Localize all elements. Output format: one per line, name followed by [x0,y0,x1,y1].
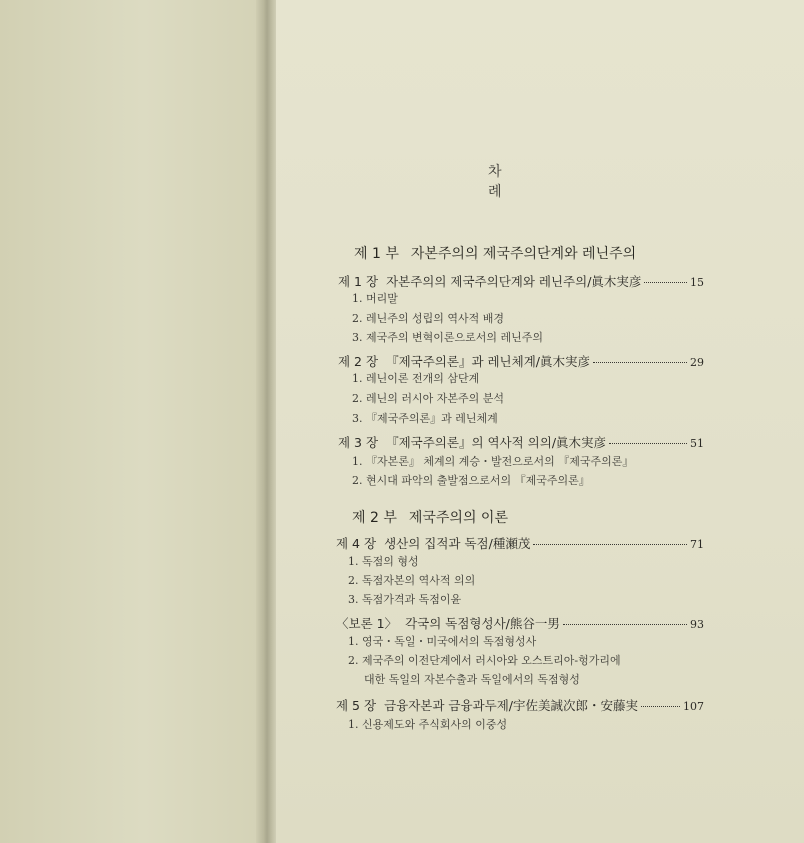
dot-leader [533,544,687,545]
section-item: 3. 독점가격과 독점이윤 [348,593,462,606]
dot-leader [641,706,680,707]
chapter-entry[interactable] [338,433,704,451]
chapter-entry[interactable] [338,352,704,370]
part-title: 자본주의의 제국주의단계와 레닌주의 [410,246,637,262]
part-heading [354,243,636,263]
dot-leader [593,362,687,363]
part-heading [352,507,508,527]
section-item: 대한 독일의 자본수출과 독일에서의 독점형성 [364,673,580,686]
chapter-entry[interactable] [338,272,704,290]
chapter-title: 『제국주의론』과 레닌체계/眞木実彦 [386,354,590,369]
section-item: 1. 『자본론』 체계의 계승・발전으로서의 『제국주의론』 [352,455,634,468]
section-item: 3. 『제국주의론』과 레닌체계 [352,412,498,425]
left-page [0,0,262,843]
dot-leader [644,282,687,283]
chapter-number: 제 3 장 [338,435,379,450]
page-number: 51 [690,437,704,450]
page-number: 93 [690,618,704,631]
chapter-number: 제 4 장 [336,536,377,551]
dot-leader [609,443,687,444]
section-item: 2. 레닌주의 성립의 역사적 배경 [352,312,504,325]
section-item: 2. 레닌의 러시아 자본주의 분석 [352,392,504,405]
dot-leader [563,624,687,625]
part-number: 제 2 부 [352,510,397,526]
part-number: 제 1 부 [354,246,399,262]
page-number: 15 [690,276,704,289]
section-item: 1. 독점의 형성 [348,555,419,568]
chapter-title: 『제국주의론』의 역사적 의의/眞木実彦 [386,435,607,450]
chapter-entry[interactable] [336,534,704,552]
chapter-title: 생산의 집적과 독점/種瀬茂 [384,536,531,551]
page-number: 71 [690,538,704,551]
section-item: 2. 제국주의 이전단계에서 러시아와 오스트리아-헝가리에 [348,654,621,667]
section-item: 1. 머리말 [352,292,398,305]
section-item: 2. 독점자본의 역사적 의의 [348,574,476,587]
part-title: 제국주의의 이론 [408,510,508,526]
toc-title: 차 례 [488,164,532,200]
chapter-number: 제 2 장 [338,354,379,369]
section-item: 1. 영국・독일・미국에서의 독점형성사 [348,635,537,648]
section-item: 2. 현시대 파악의 출발점으로서의 『제국주의론』 [352,474,590,487]
section-item: 1. 레닌이론 전개의 삼단계 [352,372,480,385]
page-number: 29 [690,356,704,369]
chapter-title: 금융자본과 금융과두제/宇佐美誠次郎・安藤実 [384,698,638,713]
chapter-entry[interactable] [336,614,704,632]
chapter-number: 제 5 장 [336,698,377,713]
chapter-number: 〈보론 1〉 [336,616,398,631]
chapter-title: 각국의 독점형성사/熊谷一男 [405,616,560,631]
section-item: 1. 신용제도와 주식회사의 이중성 [348,718,508,731]
chapter-number: 제 1 장 [338,274,379,289]
chapter-title: 자본주의의 제국주의단계와 레닌주의/眞木実彦 [386,274,642,289]
section-item: 3. 제국주의 변혁이론으로서의 레닌주의 [352,331,543,344]
chapter-entry[interactable] [336,696,704,714]
book-gutter [256,0,278,843]
page-number: 107 [683,700,704,713]
